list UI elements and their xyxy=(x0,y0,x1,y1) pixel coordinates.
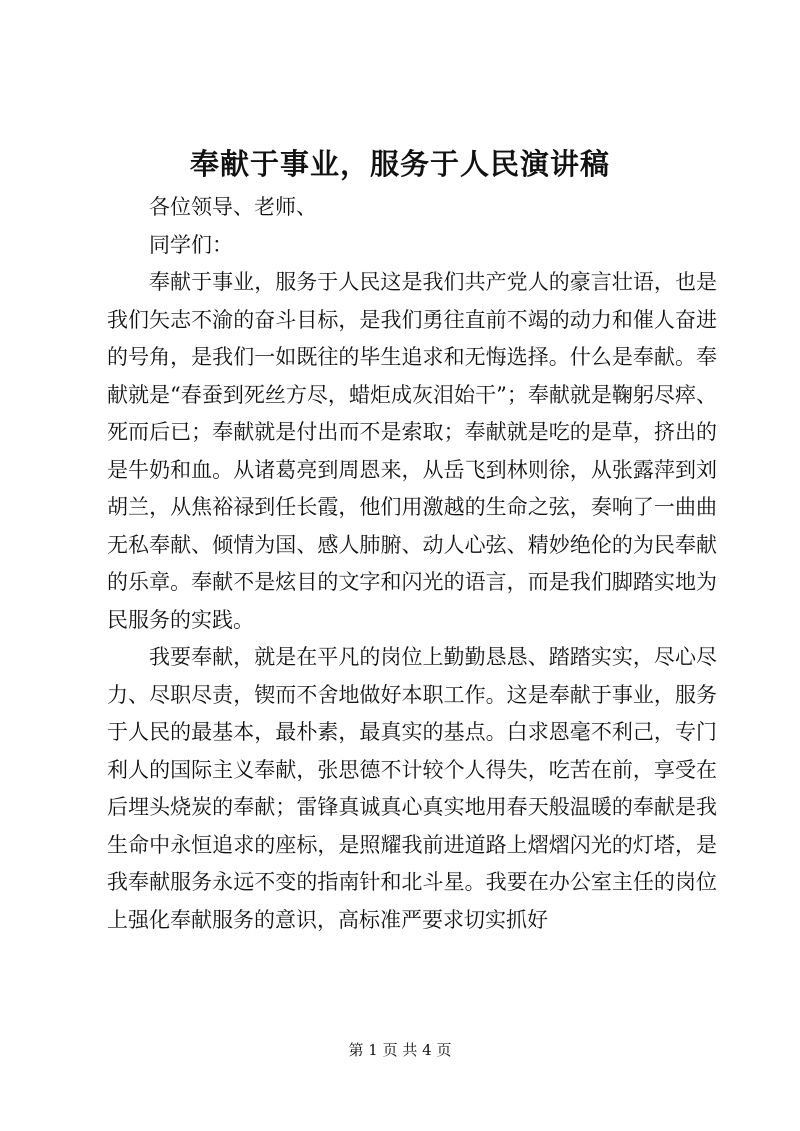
document-body xyxy=(107,189,717,939)
salutation-line-1: 各位领导、老师、 xyxy=(149,195,317,219)
page-footer: 第 1 页 共 4 页 xyxy=(348,1041,452,1059)
document-title: 奉献于事业，服务于人民演讲稿 xyxy=(189,147,610,181)
body-paragraph: 奉献于事业，服务于人民这是我们共产党人的豪言壮语，也是我们矢志不渝的奋斗目标，是我们勇往直前不竭的动力和催人奋进的号角，是我们一如既往的毕生追求和无悔选择。什么是奉献。奉献就是“春蚕到死丝方尽，蜡炬成灰泪始干”；奉献就是鞠躬尽瘁、死而后已；奉献就是付出而不是索取；奉献就是吃的是草，挤出的是牛奶和血。从诸葛亮到周恩来，从岳飞到林则徐，从张露萍到刘胡兰，从焦裕禄到任长霞，他们用激越的生命之弦，奏响了一曲曲无私奉献、倾情为国、感人肺腑、动人心弦、精妙绝伦的为民奉献的乐章。奉献不是炫目的文字和闪光的语言，而是我们脚踏实地为民服务的实践。 xyxy=(107,270,717,632)
body-paragraph: 我要奉献，就是在平凡的岗位上勤勤恳恳、踏踏实实，尽心尽力、尽职尽责，锲而不舍地做好本职工作。这是奉献于事业，服务于人民的最基本，最朴素，最真实的基点。白求恩毫不利己，专门利人的国际主义奉献，张思德不计较个人得失，吃苦在前，享受在后埋头烧炭的奉献；雷锋真诚真心真实地用春天般温暖的奉献是我生命中永恒追求的座标，是照耀我前进道路上熠熠闪光的灯塔，是我奉献服务永远不变的指南针和北斗星。我要在办公室主任的岗位上强化奉献服务的意识，高标准严要求切实抓好 xyxy=(107,645,717,932)
salutation-line-2: 同学们： xyxy=(149,232,233,257)
